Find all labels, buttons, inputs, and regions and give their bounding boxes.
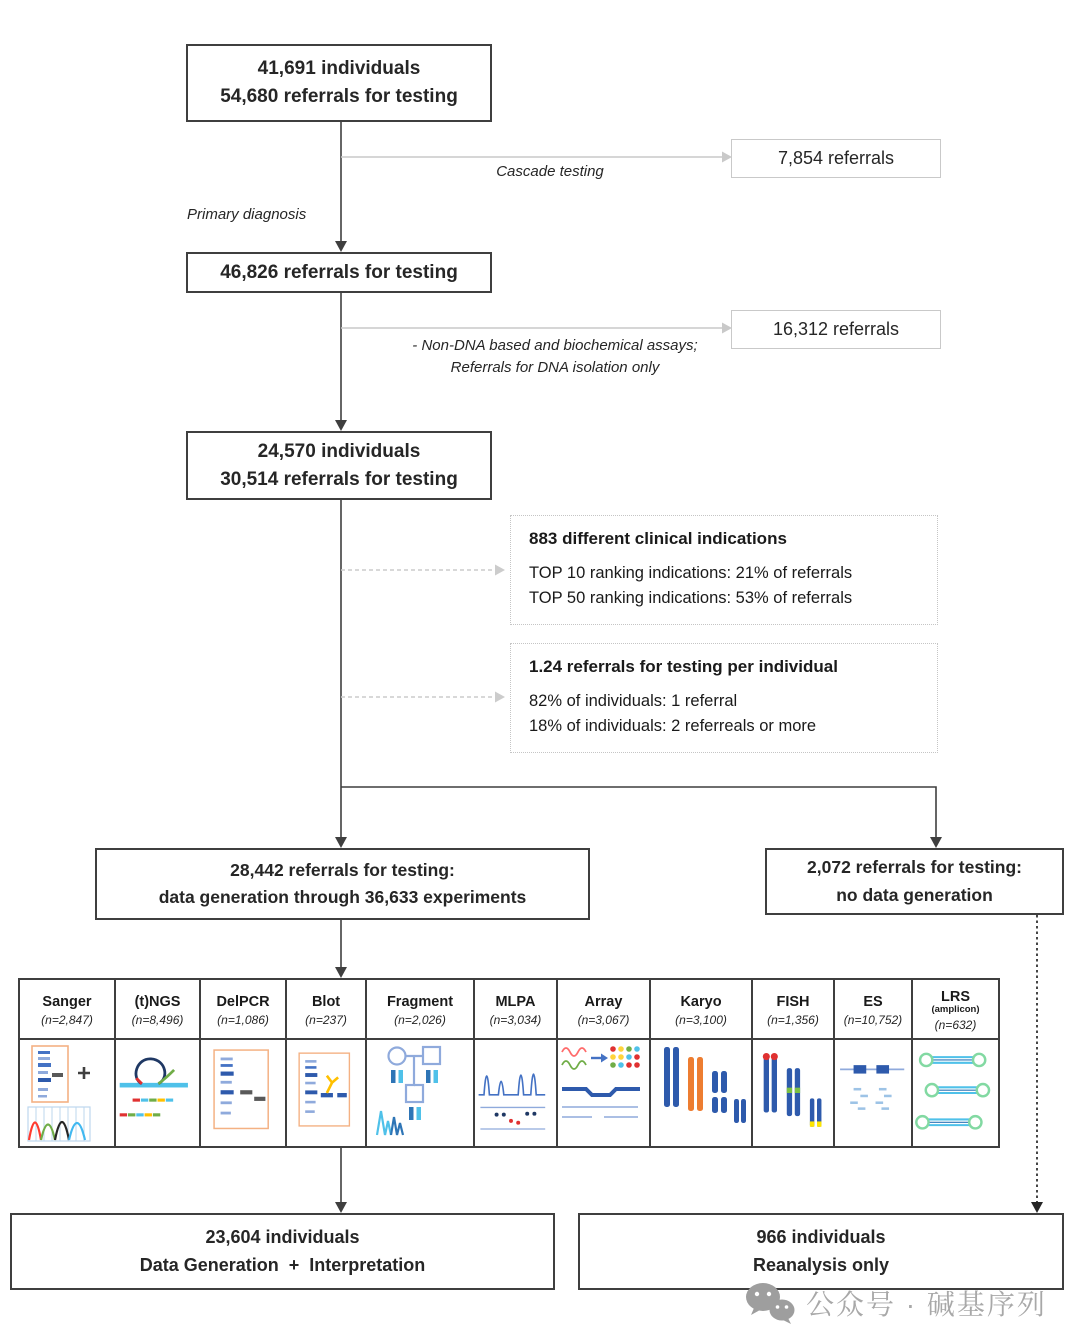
method-name: FISH xyxy=(776,993,810,1010)
box-nondna-referrals xyxy=(731,310,941,349)
clinical-indications-line2: TOP 50 ranking indications: 53% of referrals xyxy=(529,588,853,607)
method-count: (n=1,086) xyxy=(217,1012,269,1027)
ngs-reads-icon xyxy=(116,1043,199,1143)
total-individuals-line2: 54,680 referrals for testing xyxy=(220,86,458,107)
method-name: LRS xyxy=(941,988,970,1005)
pedigree-peaks-icon xyxy=(375,1043,465,1143)
label-primary-diagnosis: Primary diagnosis xyxy=(187,206,307,223)
method-name: Fragment xyxy=(386,993,454,1010)
no-data-generation-line1: 2,072 referrals for testing: xyxy=(807,857,1022,878)
nondna-assays-line2: Referrals for DNA isolation only xyxy=(450,358,660,376)
label-cascade-testing: Cascade testing xyxy=(496,163,604,180)
method-header xyxy=(20,980,114,1040)
method-count: (n=237) xyxy=(305,1012,347,1027)
method-header xyxy=(913,980,998,1040)
method-header xyxy=(287,980,365,1040)
nondna-referrals-value: 16,312 referrals xyxy=(772,319,900,339)
method-name: Karyo xyxy=(680,993,722,1010)
method-count: (n=1,356) xyxy=(767,1012,819,1027)
method-header xyxy=(651,980,751,1040)
blot-antibody-icon xyxy=(287,1043,365,1143)
total-individuals-line1: 41,691 individuals xyxy=(257,58,421,80)
method-count: (n=632) xyxy=(934,1017,977,1032)
clinical-indications-title: 883 different clinical indications xyxy=(529,529,787,548)
method-cell-delpcr xyxy=(201,980,287,1146)
note-clinical-indications xyxy=(510,515,938,625)
remaining-individuals-line1: 24,570 individuals xyxy=(257,440,421,462)
method-count: (n=2,847) xyxy=(41,1012,93,1027)
method-subname: (amplicon) xyxy=(931,1003,980,1015)
nondna-assays-line1: - Non-DNA based and biochemical assays; xyxy=(412,337,698,354)
method-cell-fragment xyxy=(367,980,475,1146)
method-count: (n=8,496) xyxy=(131,1012,184,1027)
long-read-amplicon-icon xyxy=(913,1043,998,1143)
method-header xyxy=(753,980,833,1040)
method-cell-karyo xyxy=(651,980,753,1146)
referrals-per-individual-title: 1.24 referrals for testing per individual xyxy=(529,657,838,676)
gel-and-chromatogram-icon xyxy=(22,1043,112,1143)
methods-strip xyxy=(18,978,1000,1148)
method-name: MLPA xyxy=(495,993,536,1010)
interpretation-line2: Data Generation + Interpretation xyxy=(139,1254,426,1275)
gel-bands-icon xyxy=(201,1043,285,1143)
fish-probes-icon xyxy=(753,1043,833,1143)
method-name: Sanger xyxy=(42,993,92,1010)
peaks-dots-icon xyxy=(475,1043,556,1143)
label-nondna-assays xyxy=(360,335,750,379)
method-name: (t)NGS xyxy=(134,993,181,1010)
watermark xyxy=(744,1281,1047,1325)
remaining-individuals-line2: 30,514 referrals for testing xyxy=(220,468,458,490)
method-count: (n=3,067) xyxy=(577,1012,630,1027)
method-header xyxy=(201,980,285,1040)
method-cell-blot xyxy=(287,980,367,1146)
method-cell-sanger xyxy=(20,980,116,1146)
box-referrals-testing xyxy=(186,252,492,293)
method-count: (n=10,752) xyxy=(843,1012,903,1027)
method-header xyxy=(835,980,911,1040)
method-cell-lrs xyxy=(913,980,998,1146)
method-header xyxy=(116,980,199,1040)
box-cascade-referrals xyxy=(731,139,941,178)
karyotype-icon xyxy=(656,1043,746,1143)
data-generation-line1: 28,442 referrals for testing: xyxy=(230,859,455,880)
method-cell-array xyxy=(558,980,651,1146)
box-no-data-generation xyxy=(765,848,1064,915)
reanalysis-line2: Reanalysis only xyxy=(752,1254,890,1275)
exome-icon xyxy=(835,1043,911,1143)
array-grid-icon xyxy=(558,1043,648,1143)
method-name: Array xyxy=(584,993,623,1010)
box-interpretation xyxy=(10,1213,555,1290)
method-count: (n=3,100) xyxy=(675,1012,727,1027)
method-header xyxy=(475,980,556,1040)
note-referrals-per-individual xyxy=(510,643,938,753)
interpretation-line1: 23,604 individuals xyxy=(205,1226,360,1247)
method-name: ES xyxy=(863,993,883,1010)
box-data-generation xyxy=(95,848,590,920)
method-name: Blot xyxy=(311,993,341,1010)
method-name: DelPCR xyxy=(216,993,270,1010)
method-count: (n=3,034) xyxy=(489,1012,542,1027)
referrals-per-individual-line2: 18% of individuals: 2 referreals or more xyxy=(529,716,817,735)
no-data-generation-line2: no data generation xyxy=(836,884,993,905)
method-header xyxy=(367,980,473,1040)
box-reanalysis xyxy=(578,1213,1064,1290)
cascade-referrals-value: 7,854 referrals xyxy=(777,148,895,168)
box-remaining-individuals xyxy=(186,431,492,500)
wechat-icon xyxy=(744,1281,796,1325)
method-header xyxy=(558,980,649,1040)
data-generation-line2: data generation through 36,633 experiments xyxy=(158,887,527,907)
method-cell-fish xyxy=(753,980,835,1146)
method-cell-mlpa xyxy=(475,980,558,1146)
reanalysis-line1: 966 individuals xyxy=(756,1226,886,1247)
clinical-indications-line1: TOP 10 ranking indications: 21% of referrals xyxy=(529,564,853,582)
method-cell-tngs xyxy=(116,980,201,1146)
box-total-individuals xyxy=(186,44,492,122)
method-cell-es xyxy=(835,980,913,1146)
referrals-testing-value: 46,826 referrals for testing xyxy=(220,261,458,283)
watermark-text: 公众号 · 碱基序列 xyxy=(806,1289,1047,1320)
method-count: (n=2,026) xyxy=(394,1012,446,1027)
referrals-per-individual-line1: 82% of individuals: 1 referral xyxy=(529,692,738,710)
